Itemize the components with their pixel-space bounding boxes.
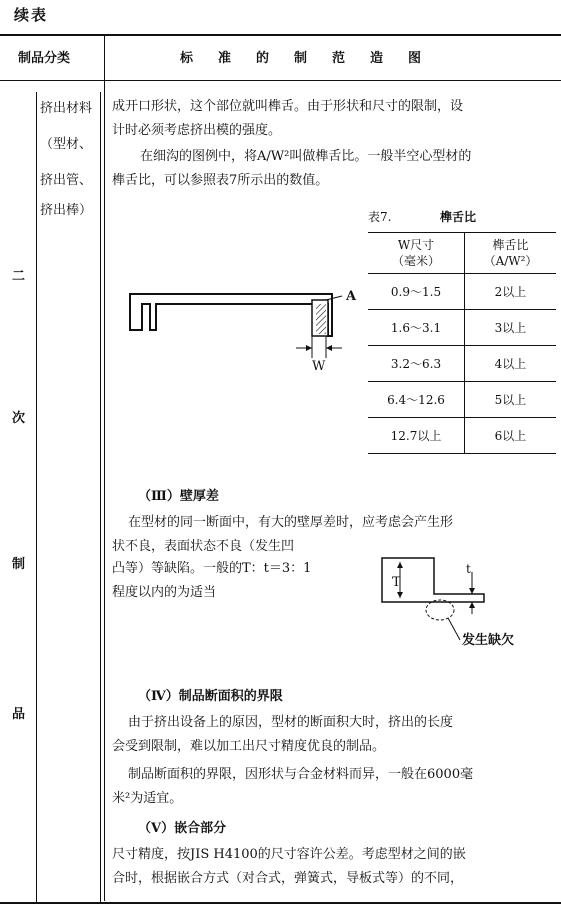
table-cell-ratio: 2以上 <box>494 285 527 299</box>
defect-callout: 发生缺欠 <box>462 633 515 648</box>
label-t: t <box>466 562 471 576</box>
category-char-2: 次 <box>12 411 26 426</box>
label-w: W <box>312 359 326 374</box>
paragraph-line: 成开口形状，这个部位就叫榫舌。由于形状和尺寸的限制，设 <box>112 99 464 114</box>
table-header-row <box>368 233 556 274</box>
header-bottom-rule <box>0 80 561 81</box>
table-row <box>368 274 556 310</box>
section-heading: （Ⅲ）壁厚差 <box>138 489 219 504</box>
paragraph-line: 榫舌比，可以参照表7所示出的数值。 <box>112 173 329 188</box>
column-header-drawings: 标 准 的 制 范 造 图 <box>180 51 428 66</box>
paragraph-line: 会受到限制，难以加工出尺寸精度优良的制品。 <box>112 739 386 754</box>
table-cell-ratio: 3以上 <box>494 321 527 335</box>
table-cell-ratio: 6以上 <box>494 429 527 443</box>
paragraph-line: 计时必须考虑挤出模的强度。 <box>112 123 282 138</box>
subcategory-line-4: 挤出棒） <box>40 203 93 218</box>
table-caption-title: 榫舌比 <box>440 210 477 224</box>
table-caption-number: 表7. <box>368 210 392 224</box>
table-row <box>368 382 556 418</box>
paragraph-line: 尺寸精度，按JIS H4100的尺寸容许公差。考虑型材之间的嵌 <box>112 847 466 862</box>
paragraph-line: 由于挤出设备上的原因，型材的断面积大时，挤出的长度 <box>128 715 454 730</box>
paragraph-line: 合时，根据嵌合方式（对合式，弹簧式，导板式等）的不同， <box>112 871 464 886</box>
subcategory-line-2: （型材、 <box>40 137 93 152</box>
paragraph-line: 在细沟的图例中，将A/W²叫做榫舌比。一般半空心型材的 <box>140 149 472 164</box>
column-header-category: 制品分类 <box>18 51 71 66</box>
table-header-w: W尺寸 （毫米） <box>368 233 465 274</box>
table-cell-ratio: 4以上 <box>494 357 527 371</box>
continued-table-title: 续表 <box>14 6 49 24</box>
table-row <box>368 346 556 382</box>
paragraph-line: 米²为适宜。 <box>112 791 183 806</box>
inner-column-divider-right <box>100 92 101 902</box>
subcategory-line-3: 挤出管、 <box>40 173 93 188</box>
table-cell-w: 6.4～12.6 <box>368 382 465 418</box>
table-header-ratio: 榫舌比 （A/W²） <box>483 238 538 268</box>
table-cell-w: 3.2～6.3 <box>368 346 465 382</box>
inner-column-divider-left <box>36 92 37 902</box>
table-cell-w: 12.7以上 <box>368 418 465 454</box>
paragraph-line: 程度以内的为适当 <box>112 585 217 600</box>
table-cell-ratio: 5以上 <box>494 393 527 407</box>
category-char-3: 制 <box>12 557 26 572</box>
table-cell-w: 0.9～1.5 <box>368 274 465 310</box>
table-row <box>368 418 556 454</box>
paragraph-line: 在型材的同一断面中，有大的壁厚差时，应考虑会产生形 <box>128 515 454 530</box>
label-a: A <box>346 289 357 304</box>
top-rule <box>0 34 561 36</box>
category-char-4: 品 <box>12 707 26 722</box>
table-row <box>368 310 556 346</box>
section-heading: （Ⅳ）制品断面积的界限 <box>138 689 283 704</box>
table-cell-w: 1.6～3.1 <box>368 310 465 346</box>
category-char-1: 二 <box>12 269 26 284</box>
tongue-ratio-table <box>368 232 556 454</box>
paragraph-line: 制品断面积的界限，因形状与合金材料而异，一般在6000毫 <box>128 767 474 782</box>
column-divider <box>104 35 105 901</box>
paragraph-line: 状不良，表面状态不良（发生凹 <box>112 539 295 554</box>
subcategory-line-1: 挤出材料 <box>40 101 93 116</box>
paragraph-line: 凸等）等缺陷。一般的T：t＝3：1 <box>112 561 312 576</box>
label-T: T <box>392 575 401 590</box>
bottom-rule <box>0 902 561 904</box>
section-heading: （Ⅴ）嵌合部分 <box>138 821 227 836</box>
